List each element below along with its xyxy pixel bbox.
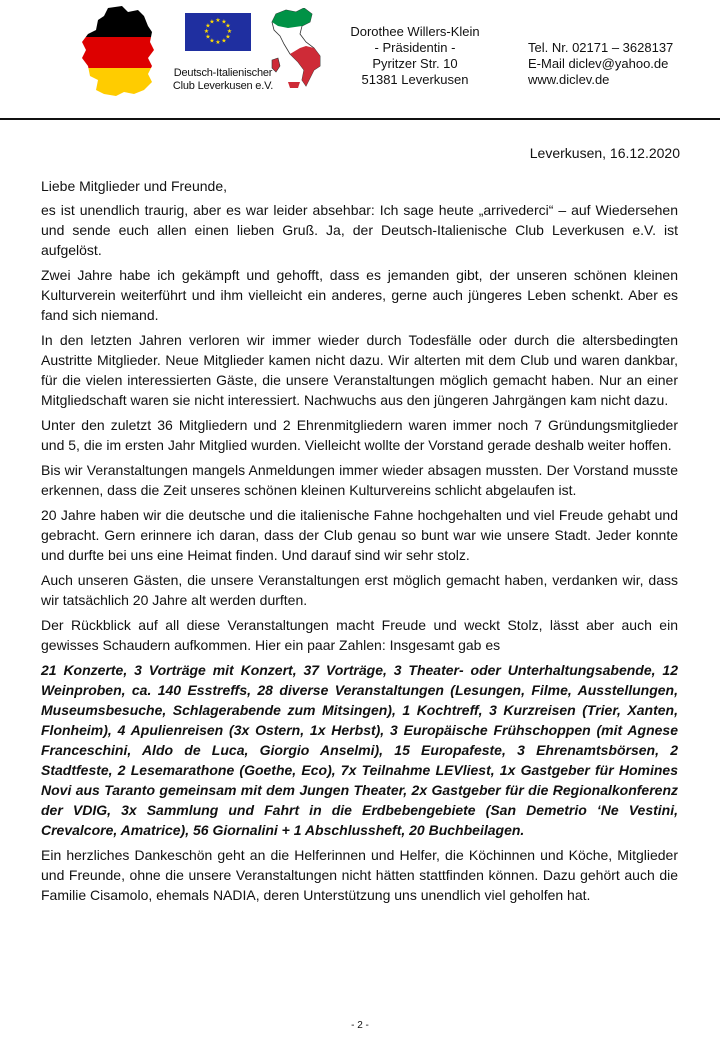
closing-paragraph: Ein herzliches Dankeschön geht an die Helferinnen und Helfer, die Köchinnen und Köche, Mitglieder und Freunde, ohne die unsere Veranstaltungen nicht hätten stattfinden können. Dazu gehört auch die Familie Cisamolo, ehemals NADIA, deren Unterstützung uns unendlich viel geholfen hat. (41, 847, 678, 903)
street-address: Pyritzer Str. 10 (372, 56, 458, 71)
salutation: Liebe Mitglieder und Freunde, (41, 178, 228, 194)
letter-body (41, 176, 678, 910)
paragraph: 20 Jahre haben wir die deutsche und die italienische Fahne hochgehalten und viel Freude gehabt und gebracht. Gern erinnere ich daran, dass der Club genau so bunt war wie unsere Stadt. Jeder konnte und durfte bei uns eine Heimat finden. Und darauf sind wir sehr stolz. (41, 507, 678, 563)
president-name: Dorothee Willers-Klein (350, 24, 480, 39)
svg-text:★: ★ (215, 17, 221, 24)
svg-text:★: ★ (209, 18, 215, 26)
contact-block (528, 40, 718, 88)
svg-text:★: ★ (205, 22, 211, 30)
svg-text:★: ★ (226, 28, 233, 35)
letter-date: Leverkusen, 16.12.2020 (529, 145, 680, 161)
club-name-line1: Deutsch-Italienischer (173, 67, 273, 79)
city-address: 51381 Leverkusen (361, 72, 469, 87)
paragraph: Bis wir Veranstaltungen mangels Anmeldungen immer wieder absagen mussten. Der Vorstand musste erkennen, dass die Zeit unseres schönen kleinen Kulturvereins schlicht abgelaufen ist. (41, 462, 678, 498)
paragraph: Auch unseren Gästen, die unsere Veranstaltungen erst möglich gemacht haben, verdanken wir, dass wir tatsächlich 20 Jahre alt werden durften. (41, 572, 678, 608)
svg-text:★: ★ (225, 22, 231, 30)
svg-text:★: ★ (221, 18, 227, 26)
germany-flag-map-icon (78, 6, 170, 98)
club-name-line2: Club Leverkusen e.V. (172, 80, 274, 92)
paragraph: Der Rückblick auf all diese Veranstaltungen macht Freude und weckt Stolz, lässt aber auch ein gewisses Schaudern aufkommen. Hier ein paar Zahlen: Insgesamt gab es (41, 617, 678, 653)
svg-text:★: ★ (209, 37, 215, 45)
phone-number: Tel. Nr. 02171 – 3628137 (528, 40, 674, 55)
paragraph: Zwei Jahre habe ich gekämpft und gehofft, dass es jemanden gibt, der unseren schönen kleinen Kulturverein weiterführt und ihm vielleicht ein anderes, gerne auch jüngeres Leben schenkt. Aber es fand sich niemand. (41, 267, 678, 323)
svg-text:★: ★ (221, 37, 227, 45)
svg-text:★: ★ (205, 33, 211, 41)
paragraph: Unter den zuletzt 36 Mitgliedern und 2 Ehrenmitgliedern waren immer noch 7 Gründungsmitglieder und 5, die im ersten Jahr Mitglied wurden. Vielleicht wollte der Vorstand gerade deshalb weiter hoffen. (41, 417, 678, 453)
page-number: - 2 - (351, 1020, 369, 1031)
statistics-paragraph: 21 Konzerte, 3 Vorträge mit Konzert, 37 Vorträge, 3 Theater- oder Unterhaltungsabende, 12 Weinproben, ca. 140 Esstreffs, 28 diverse Veranstaltungen (Lesungen, Filme, Ausstellungen, Museumsbesuche, Schlagerabende zum Mitsingen), 1 Kochtreff, 3 Kurzreisen (Trier, Xanten, Flonheim), 4 Apulienreisen (3x Ostern, 1x Herbst), 3 Europäische Frühschoppen (mit Agnese Franceschini, Aldo de Luca, Giorgio Anselmi), 15 Europafeste, 3 Ehrenamtsbörsen, 2 Stadtfeste, 2 Lesemarathone (Goethe, Eco), 7x Teilnahme LEVliest, 1x Gastgeber für Homines Novi aus Taranto gemeinsam mit dem Jungen Theater, 2x Gastgeber für die Regionalkonferenz der VDIG, 3x Sammlung und Fahrt in die Erdbebengebiete (San Demetrio ‘Ne Vestini, Crevalcore, Amatrice), 56 Giornalini + 1 Abschlussheft, 20 Buchbeilagen. (41, 662, 678, 838)
svg-text:★: ★ (225, 33, 231, 41)
club-name (158, 67, 288, 93)
email-link[interactable]: E-Mail diclev@yahoo.de (528, 56, 669, 71)
website-link[interactable]: www.diclev.de (528, 72, 610, 87)
letterhead (0, 0, 720, 120)
svg-text:★: ★ (215, 39, 221, 46)
header-divider (0, 118, 720, 120)
president-address-block (330, 24, 500, 88)
president-title: - Präsidentin - (374, 40, 456, 55)
paragraph: es ist unendlich traurig, aber es war leider absehbar: Ich sage heute „arrivederci“ – auf Wiedersehen und sende euch allen einen lieben Gruß. Ja, der Deutsch-Italienische Club Leverkusen e.V. ist aufgelöst. (41, 202, 678, 258)
paragraph: In den letzten Jahren verloren wir immer wieder durch Todesfälle oder durch die altersbedingten Austritte Mitglieder. Neue Mitglieder kamen nicht dazu. Wir alterten mit dem Club und waren dankbar, für die vielen interessierten Gäste, die unsere Veranstaltungen möglich gemacht haben. Nur an einer Mitgliedschaft waren sie nicht interessiert. Nachwuchs aus den jüngeren Jahrgängen kam nicht dazu. (41, 332, 678, 408)
eu-flag-icon (185, 13, 251, 51)
svg-text:★: ★ (203, 28, 210, 35)
